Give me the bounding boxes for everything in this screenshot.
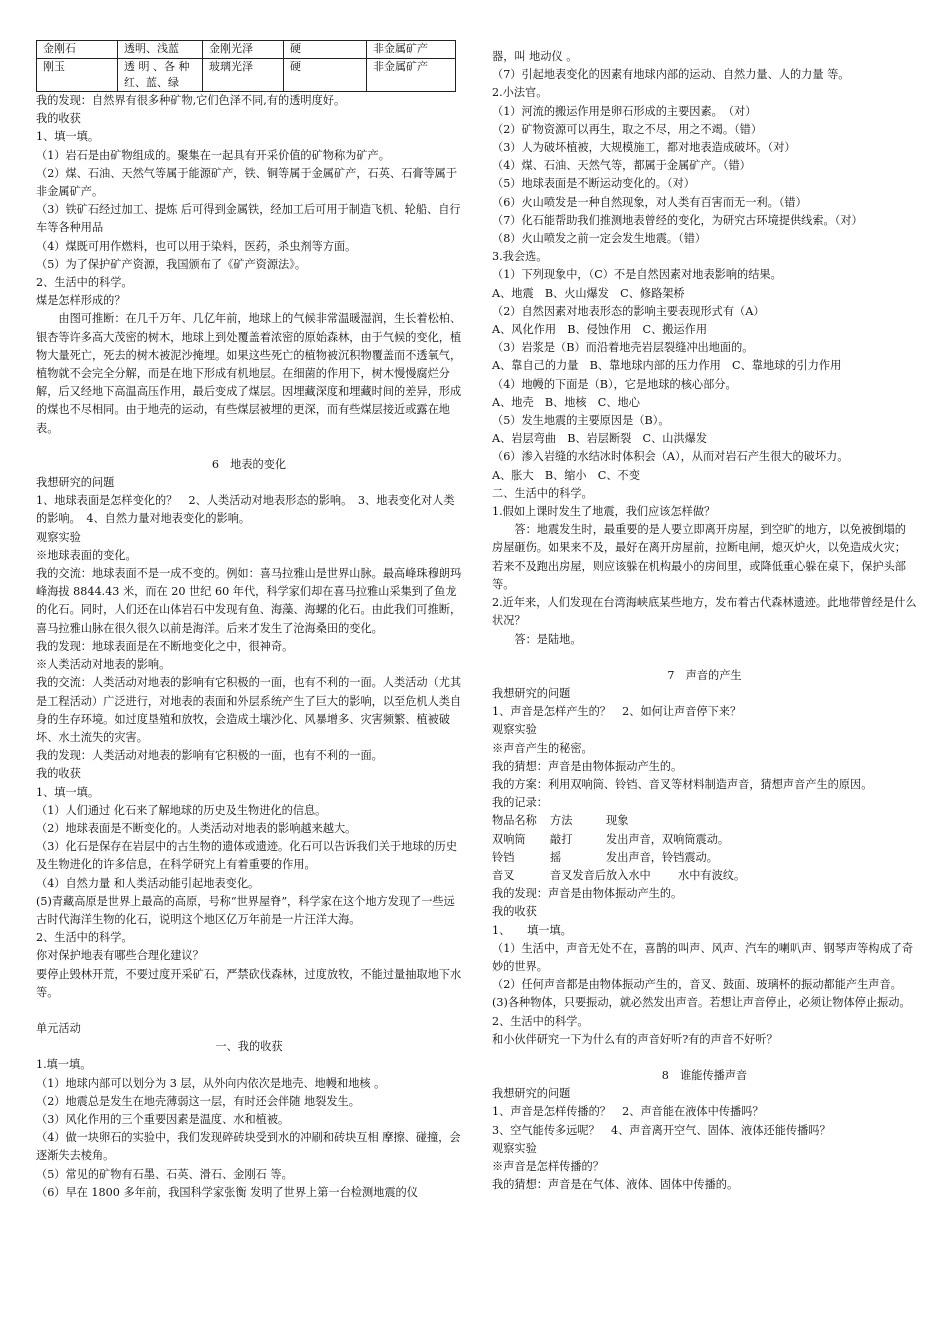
section-gap — [36, 1002, 462, 1020]
record-item: 音叉 — [492, 868, 515, 882]
text-line: （4）煤既可用作燃料，也可以用于染料，医药，杀虫剂等方面。 — [36, 239, 357, 253]
text-line: 观察实验 — [492, 723, 537, 737]
record-row — [492, 867, 917, 885]
text-line: 我的发现：自然界有很多种矿物,它们色泽不同,有的透明度好。 — [36, 94, 346, 107]
text-line: 煤是怎样形成的？ — [36, 294, 126, 308]
table-cell: 非金属矿产 — [367, 41, 456, 59]
text-line: （2）地球表面是不断变化的。人类活动对地表的影响越来越大。 — [36, 821, 357, 835]
text-line: （1）岩石是由矿物组成的。聚集在一起具有开采价值的矿物称为矿产。 — [36, 148, 390, 162]
right-column — [492, 0, 917, 1194]
text-line: （7）引起地表变化的因素有地球内部的运动、自然力量、人的力量 等。 — [492, 68, 850, 82]
text-line: （5）为了保护矿产资源，我国颁布了《矿产资源法》。 — [36, 257, 307, 271]
text-line: (3)各种物体，只要振动，就必然发出声音。若想让声音停止，必须让物体停止振动。 — [492, 996, 911, 1010]
text-line: A、地震 B、火山爆发 C、修路架桥 — [492, 286, 685, 300]
table-row — [37, 59, 456, 92]
text-line: （2）矿物资源可以再生，取之不尽，用之不竭。（错） — [492, 122, 763, 136]
text-line: 1、填一填。 — [36, 130, 100, 144]
text-line: （4）自然力量 和人类活动能引起地表变化。 — [36, 876, 260, 890]
record-col-method: 方法 — [550, 814, 573, 828]
text-line: A、风化作用 B、侵蚀作用 C、搬运作用 — [492, 323, 708, 337]
table-row — [37, 41, 456, 59]
text-line: ※地球表面的变化。 — [36, 548, 137, 562]
text-line: 答：地震发生时，最重要的是人要立即离开房屋，到空旷的地方，以免被倒塌的房屋砸伤。如果来不及，最好在离开房屋前，拉断电闸，熄灭炉火，以免造成火灾；若来不及跑出房屋，则应该躲在机构最小的房间里，或降低重心躲在桌下，保护头部等。 — [492, 523, 906, 591]
text-line: (5)青藏高原是世界上最高的高原，号称“世界屋脊”，科学家在这个地方发现了一些远古时代海洋生物的化石，说明这个地区亿万年前是一片汪洋大海。 — [36, 894, 455, 926]
text-line: 要停止毁林开荒，不要过度开采矿石，严禁砍伐森林，过度放牧，不能过量抽取地下水等。 — [36, 967, 462, 999]
record-col-result: 现象 — [606, 814, 629, 828]
text-line: ※声音产生的秘密。 — [492, 741, 593, 755]
text-line: 我的发现：声音是由物体振动产生的。 — [492, 887, 683, 901]
text-line: （4）做一块卵石的实验中，我们发现碎砖块受到水的冲刷和砖块互相 摩擦、碰撞，会逐渐失去棱角。 — [36, 1131, 461, 1163]
text-line: 我想研究的问题 — [492, 686, 571, 700]
text-line: （4）地幔的下面是（B），它是地球的核心部分。 — [492, 377, 737, 391]
right-text — [492, 48, 917, 812]
table-cell: 金刚石 — [37, 41, 118, 59]
text-line: 单元活动 — [36, 1021, 81, 1035]
record-row — [492, 831, 917, 849]
left-column — [36, 0, 462, 1202]
record-method: 摇 — [550, 850, 562, 864]
text-line: 我想研究的问题 — [492, 1087, 571, 1101]
text-line: 2、生活中的科学。 — [492, 1014, 589, 1028]
text-line: 由图可推断：在几千万年、几亿年前，地球上的气候非常温暖湿润，生长着松柏、银杏等许多高大茂密的树木，地球上到处覆盖着浓密的原始森林，由于气候的变化，植物大量死亡，死去的树木被泥沙掩埋。如果这些死亡的植物被沉积物覆盖而不透氧气，植物就不会完全分解，而是在地下形成有机地层。在细菌的作用下，树木慢慢腐烂分解，后又经地下高温高压作用，最后变成了煤层。因埋藏深度和埋藏时间的差异，形成的煤也不尽相同。由于地壳的运动，有些煤层被埋的更深，而有些煤层接近或露在地表。 — [36, 312, 462, 435]
record-col-item: 物品名称 — [492, 814, 537, 828]
text-line: （3）人为破坏植被，大规模施工，都对地表造成破坏。（对） — [492, 141, 796, 155]
table-cell: 透明、浅蓝 — [118, 41, 203, 59]
text-line: 和小伙伴研究一下为什么有的声音好听?有的声音不好听？ — [492, 1032, 778, 1046]
text-line: 2、生活中的科学。 — [36, 931, 133, 945]
left-text — [36, 92, 462, 1202]
text-line: 我的记录： — [492, 796, 548, 810]
text-line: 答：是陆地。 — [514, 632, 582, 646]
section-gap — [36, 438, 462, 456]
text-line: （1）生活中，声音无处不在，喜鹊的叫声、风声、汽车的喇叭声、钢琴声等构成了奇妙的世界。 — [492, 941, 914, 973]
section-title: 8 谁能传播声音 — [661, 1068, 748, 1082]
text-line: 1、填一填。 — [36, 785, 100, 799]
text-line: （1）地球内部可以划分为 3 层，从外向内依次是地壳、地幔和地核 。 — [36, 1076, 386, 1090]
record-header — [492, 812, 917, 830]
text-line: （1）人们通过 化石来了解地球的历史及生物进化的信息。 — [36, 803, 327, 817]
text-line: （5）常见的矿物有石墨、石英、滑石、金刚石 等。 — [36, 1167, 293, 1181]
text-line: （4）煤、石油、天然气等，都属于金属矿产。（错） — [492, 159, 751, 173]
text-line: （2）煤、石油、天然气等属于能源矿产，铁、铜等属于金属矿产，石英、石膏等属于非金属矿产。 — [36, 166, 458, 199]
text-line: ※人类活动对地表的影响。 — [36, 658, 171, 672]
text-line: （6）渗入岩缝的水结冰时体积会（A），从而对岩石产生很大的破坏力。 — [492, 450, 849, 464]
text-line: （2）自然因素对地表形态的影响主要表现形式有（A） — [492, 304, 765, 318]
text-line: （5）发生地震的主要原因是（B）。 — [492, 414, 670, 428]
record-method: 音叉发音后放入水中 — [550, 868, 651, 882]
text-line: （3）铁矿石经过加工、提炼 后可得到金属铁，经加工后可用于制造飞机、轮船、自行车等各种用品 — [36, 203, 461, 235]
text-line: （8）火山喷发之前一定会发生地震。（错） — [492, 232, 707, 246]
text-line: 器，叫 地动仪 。 — [492, 50, 578, 63]
right-text-2 — [492, 885, 917, 1194]
mineral-table — [36, 40, 456, 92]
record-result: 发出声音，双响筒震动。 — [606, 832, 730, 846]
text-line: A、地壳 B、地核 C、地心 — [492, 395, 640, 409]
text-line: 1、声音是怎样产生的？ 2、如何让声音停下来？ — [492, 705, 742, 719]
text-line: 2.近年来，人们发现在台湾海峡底某些地方，发布着古代森林遗迹。此地带曾经是什么状况？ — [492, 596, 917, 628]
text-line: 我的发现：地球表面是在不断地变化之中，很神奇。 — [36, 639, 294, 653]
section-title: 6 地表的变化 — [211, 457, 287, 471]
table-cell: 硬 — [284, 41, 367, 59]
text-line: A、胀大 B、缩小 C、不变 — [492, 468, 640, 482]
text-line: （1）河流的搬运作用是卵石形成的主要因素。 （对） — [492, 104, 757, 118]
table-cell: 玻璃光泽 — [203, 59, 284, 92]
text-line: 1.假如上课时发生了地震，我们应该怎样做？ — [492, 505, 716, 519]
text-line: （3）化石是保存在岩层中的古生物的遗体或遗迹。化石可以告诉我们关于地球的历史及生物进化的许多信息，在科学研究上有着重要的作用。 — [36, 840, 458, 872]
text-line: A、靠自己的力量 B、靠地球内部的压力作用 C、靠地球的引力作用 — [492, 359, 842, 373]
text-line: 1、 填一填。 — [492, 923, 572, 937]
table-cell: 非金属矿产 — [367, 59, 456, 92]
text-line: 1.填一填。 — [36, 1058, 92, 1072]
text-line: （5）地球表面是不断运动变化的。（对） — [492, 177, 695, 191]
text-line: 我的猜想：声音是由物体振动产生的。 — [492, 759, 683, 773]
text-line: 观察实验 — [36, 530, 81, 544]
text-line: A、岩层弯曲 B、岩层断裂 C、山洪爆发 — [492, 432, 708, 446]
text-line: （3）岩浆是（B）而沿着地壳岩层裂缝冲出地面的。 — [492, 341, 754, 355]
text-line: 我的收获 — [36, 112, 81, 126]
record-result: 发出声音，铃铛震动。 — [606, 850, 718, 864]
text-line: （6）早在 1800 多年前，我国科学家张衡 发明了世界上第一台检测地震的仪 — [36, 1185, 418, 1199]
record-method: 敲打 — [550, 832, 573, 846]
record-table — [492, 812, 917, 885]
text-line: 二、生活中的科学。 — [492, 486, 593, 500]
text-line: 我的方案：利用双响筒、铃铛、音叉等材料制造声音，猜想声音产生的原因。 — [492, 777, 873, 791]
record-result: 水中有波纹。 — [678, 868, 746, 882]
text-line: 我的发现：人类活动对地表的影响有它积极的一面，也有不利的一面。 — [36, 749, 383, 763]
text-line: 2、生活中的科学。 — [36, 276, 133, 290]
table-cell: 金刚光泽 — [203, 41, 284, 59]
record-row — [492, 849, 917, 867]
text-line: （1）下列现象中，（C）不是自然因素对地表影响的结果。 — [492, 268, 782, 282]
text-line: 我想研究的问题 — [36, 476, 115, 490]
section-gap — [492, 1049, 917, 1067]
text-line: 你对保护地表有哪些合理化建议？ — [36, 949, 204, 963]
table-cell: 硬 — [284, 59, 367, 92]
table-cell: 刚玉 — [37, 59, 118, 92]
text-line: 1、地球表面是怎样变化的？ 2、人类活动对地表形态的影响。 3、地表变化对人类的影响。 4、自然力量对地表变化的影响。 — [36, 494, 455, 526]
record-item: 铃铛 — [492, 850, 515, 864]
section-title: 7 声音的产生 — [667, 668, 742, 682]
text-line: 我的交流：人类活动对地表的影响有它积极的一面，也有不利的一面。人类活动（尤其是工程活动）广泛进行，对地表的表面和外层系统产生了巨大的影响，以至危机人类自身的生存环境。如过度垦殖和放牧，会造成土壤沙化、风暴增多、灾害频繁、植被破坏、水土流失的灾害。 — [36, 676, 462, 744]
text-line: 我的收获 — [492, 905, 537, 919]
text-line: 1、声音是怎样传播的？ 2、声音能在液体中传播吗？ — [492, 1105, 764, 1119]
text-line: （2）任何声音都是由物体振动产生的，音叉、鼓面、玻璃杯的振动都能产生声音。 — [492, 978, 902, 992]
text-line: （3）风化作用的三个重要因素是温度、水和植被。 — [36, 1112, 290, 1126]
text-line: 我的猜想：声音是在气体、液体、固体中传播的。 — [492, 1178, 739, 1192]
table-cell: 透 明 、各 种 红、蓝、绿 — [118, 59, 203, 92]
text-line: 我的交流：地球表面不是一成不变的。例如：喜马拉雅山是世界山脉。最高峰珠穆朗玛峰海拔 8844.43 米，而在 20 世纪 60 年代，科学家们却在喜马拉雅山采集到了鱼龙的化石。同时，人们还在山体岩石中发现有鱼、海藻、海螺的化石。由此我们可推断，喜马拉雅山脉在很久很久以前是海洋。后来才发生了沧海桑田的变化。 — [36, 567, 462, 635]
text-line: ※声音是怎样传播的？ — [492, 1159, 604, 1173]
text-line: 3、空气能传多远呢？ 4、声音离开空气、固体、液体还能传播吗？ — [492, 1123, 831, 1137]
text-line: 3.我会选。 — [492, 250, 548, 264]
text-line: （2）地震总是发生在地壳薄弱这一层，有时还会伴随 地裂发生。 — [36, 1094, 360, 1108]
text-line: 我的收获 — [36, 767, 81, 781]
text-line: （7）化石能帮助我们推测地表曾经的变化，为研究古环境提供线索。（对） — [492, 213, 863, 227]
text-line: 观察实验 — [492, 1141, 537, 1155]
text-line: 2.小法官。 — [492, 86, 548, 100]
text-line: （6）火山喷发是一种自然现象，对人类有百害而无一利。（错） — [492, 195, 807, 209]
section-title: 一、我的收获 — [215, 1040, 283, 1054]
section-gap — [492, 649, 917, 667]
record-item: 双响筒 — [492, 832, 526, 846]
